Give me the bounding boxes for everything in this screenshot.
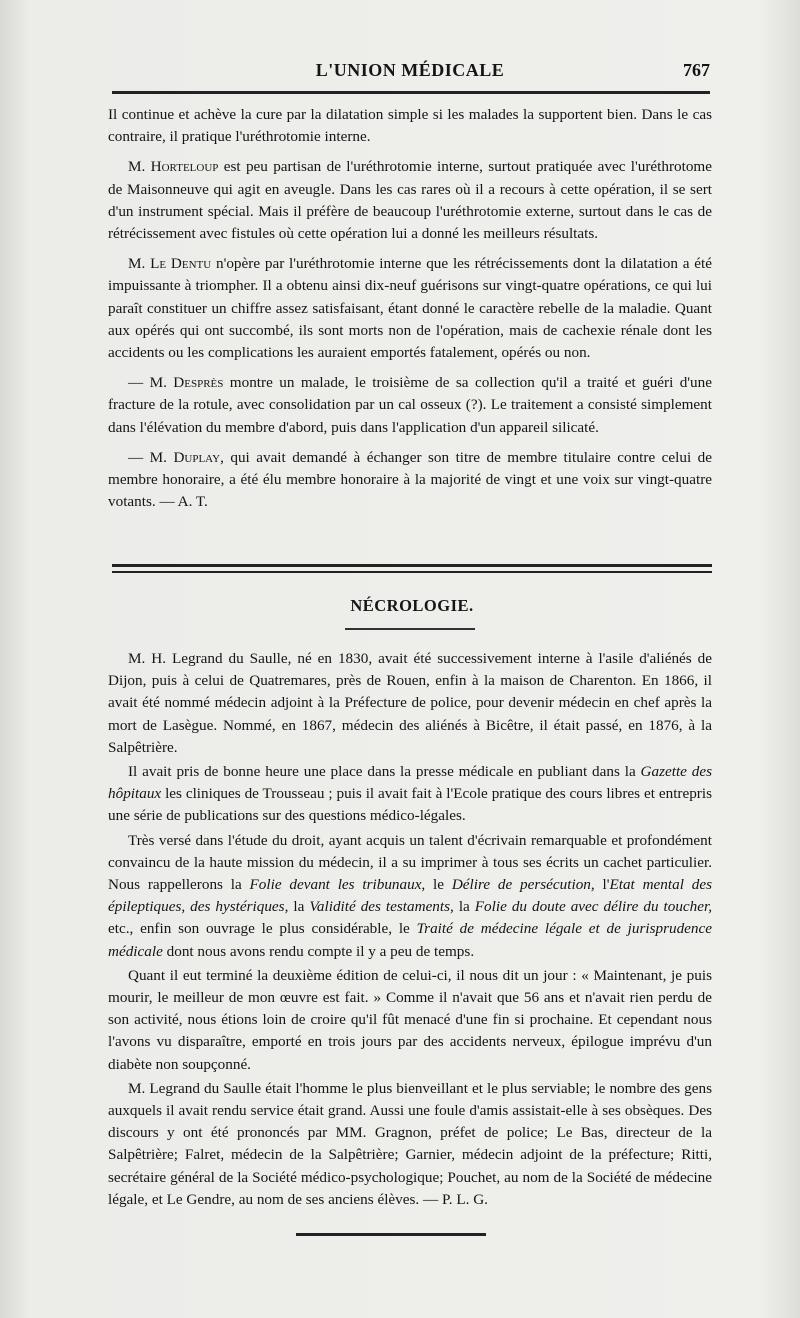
speaker-despres: Desprès (173, 374, 224, 392)
report-p3-text: n'opère par l'uréthrotomie interne que les rétrécissements dont la dilatation a été impuissante à triompher. Il a obtenu ainsi dix-neuf guérisons sur vingt-quatre opérations, ce qui lui paraît constituer un chiffre assez satisfaisant, étant donné le caractère rebelle de la maladie. Quant aux opérés qui ont succombé, ils sont morts non de l'opération, mais de cachexie rénale dont les accidents ou les complications les auraient emportés fatalement, opérés ou non. (108, 255, 712, 362)
obituary-paragraph-1: M. H. Legrand du Saulle, né en 1830, avait été successivement interne à l'asile d'aliénés de Dijon, puis à celui de Quatremares, près de Rouen, enfin à la maison de Charenton. En 1866, il avait été nommé médecin adjoint à la Préfecture de police, pour devenir médecin en chef après la mort de Lasègue. Nommé, en 1867, médecin des aliénés à Bicêtre, il était passé, en 1876, à la Salpêtrière. (108, 650, 712, 756)
section-title: NÉCROLOGIE. (350, 596, 474, 615)
obituary (108, 648, 712, 1211)
obit-p3-c: l' (594, 876, 610, 894)
section-title-rule (345, 628, 475, 630)
obit-p3-work-3: Etat mental des épileptiques, des hystériques, (108, 876, 712, 916)
obit-p3-work-1: Folie devant les tribunaux, (249, 876, 426, 894)
obituary-paragraph-5: M. Legrand du Saulle était l'homme le plus bienveillant et le plus serviable; le nombre des gens auxquels il avait rendu service était grand. Aussi une foule d'amis assistait-elle à ses obsèques. Des discours y ont été prononcés par MM. Gragnon, préfet de police; Le Bas, directeur de la Salpêtrière; Falret, médecin de la Salpêtrière; Garnier, médecin adjoint de la préfecture; Ritti, secrétaire général de la Société médico-psychologique; Pouchet, au nom de la Société de médecine légale, et Le Gendre, au nom de ses anciens élèves. — P. L. G. (108, 1079, 712, 1208)
obit-p3-b: le (425, 876, 452, 894)
report-p5-prefix: — M. (128, 448, 174, 466)
obit-p3-g: dont nous avons rendu compte il y a peu de temps. (162, 942, 475, 960)
obituary-paragraph-4: Quant il eut terminé la deuxième édition de celui-ci, il nous dit un jour : « Maintenant, je puis mourir, le meilleur de mon œuvre est fait. » Comme il n'avait que 56 ans et n'avait rien perdu de son activité, nous étions loin de croire qu'il fût menacé d'une fin si prochaine. Et cependant nous l'avons vu disparaître, emporté en trois jours par des accidents nerveux, épilogue imprévu d'un diabète non soupçonné. (108, 966, 712, 1073)
end-rule (296, 1233, 486, 1236)
obit-p3-work-4: Validité des testaments, (309, 898, 454, 916)
report-p2-text: est peu partisan de l'uréthrotomie interne, surtout pratiquée avec l'uréthrotome de Maisonneuve qui agit en aveugle. Dans les cas rares où il a recours à cette opération, il se sert d'un instrument spécial. Mais il préfère de beaucoup l'uréthrotomie externe, surtout dans le cas de rétrécissement avec fistules où cette opération lui a donné les meilleurs résultats. (108, 158, 712, 243)
report-p4-prefix: — M. (128, 374, 174, 392)
obituary-paragraph-3 (108, 830, 712, 963)
report-paragraph-1: Il continue et achève la cure par la dilatation simple si les malades la supportent bien. Dans le cas contraire, il pratique l'uréthrotomie interne. (108, 106, 712, 146)
report-p2-prefix: M. (128, 158, 151, 176)
obit-p2-b: les cliniques de Trousseau ; puis il avait fait à l'Ecole pratique des cours libres et entrepris une série de publications sur des questions médico-légales. (108, 785, 712, 825)
report-p4-text: montre un malade, le troisième de sa collection qu'il a traité et guéri d'une fracture de la rotule, avec consolidation par un cal osseux (?). Le traitement a consisté simplement dans l'élévation du membre d'abord, puis dans l'application d'un appareil silicaté. (108, 374, 712, 436)
obit-p3-e: la (453, 898, 475, 916)
report-paragraph-5 (108, 447, 712, 514)
obit-p3-a: Très versé dans l'étude du droit, ayant acquis un talent d'écrivain remarquable et profondément convaincu de la haute mission du médecin, il a su imprimer à tous ses écrits un cachet particulier. Nous rappellerons la (108, 831, 712, 894)
speaker-horteloup: Horteloup (150, 158, 219, 176)
report-paragraph-3 (108, 253, 712, 364)
section-divider (112, 564, 712, 573)
obit-p3-d: la (288, 898, 310, 916)
society-report (108, 104, 712, 513)
speaker-duplay: Duplay (173, 448, 221, 466)
report-paragraph-4 (108, 372, 712, 439)
obit-p2-a: Il avait pris de bonne heure une place dans la presse médicale en publiant dans la (128, 763, 641, 781)
obit-p2-journal: Gazette des hôpitaux (108, 763, 713, 803)
obit-p3-work-6: Traité de médecine légale et de jurisprudence médicale (108, 920, 712, 960)
report-paragraph-2 (108, 156, 712, 245)
page-header (110, 60, 710, 84)
report-p3-prefix: M. (128, 255, 151, 273)
obit-p3-work-2: Délire de persécution, (451, 876, 595, 894)
page-number: 767 (683, 60, 710, 80)
obit-p3-f: etc., enfin son ouvrage le plus considérable, le (108, 920, 417, 938)
report-p5-text: , qui avait demandé à échanger son titre de membre titulaire contre celui de membre honoraire, a été élu membre honoraire à la majorité de vingt et une voix sur vingt-quatre votants. — A. T. (108, 448, 712, 511)
header-rule (112, 91, 710, 94)
obit-p3-work-5: Folie du doute avec délire du toucher, (474, 898, 713, 916)
obituary-paragraph-2 (108, 761, 712, 828)
speaker-le-dentu: Le Dentu (150, 255, 212, 273)
running-title: L'UNION MÉDICALE (315, 60, 505, 80)
